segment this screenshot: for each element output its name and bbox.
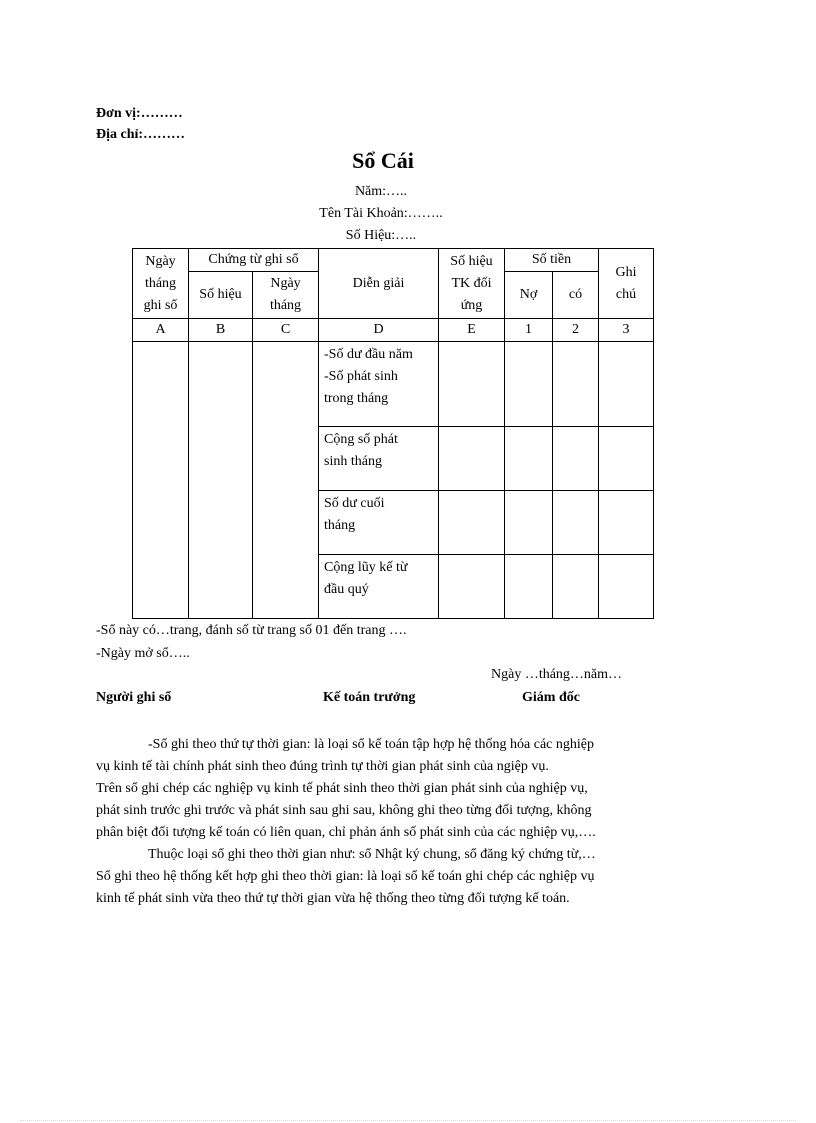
code-cell: D (319, 319, 439, 342)
table-cell (599, 491, 654, 555)
account-name-line: Tên Tài Khoản:…….. (319, 206, 443, 221)
page-bottom-border (20, 1120, 796, 1121)
table-cell (439, 491, 505, 555)
table-cell (553, 555, 599, 619)
col-debit-header: Nợ (505, 272, 553, 319)
voucher-date-column-body (253, 342, 319, 619)
account-number-line: Số Hiệu:….. (345, 228, 417, 243)
address-label: Địa chỉ:……… (96, 127, 186, 142)
page-title: Sổ Cái (352, 148, 414, 173)
paragraph-line: Thuộc loại sổ ghi theo thời gian như: sổ Nhật ký chung, sổ đăng ký chứng từ,… (148, 847, 596, 862)
table-cell (553, 491, 599, 555)
date-line: Ngày …tháng…năm… (491, 667, 623, 682)
description-line: -Số phát sinh (324, 369, 398, 384)
recorder-signature-label: Người ghi sổ (96, 690, 172, 705)
code-row (133, 319, 654, 342)
unit-label: Đơn vị:……… (96, 106, 183, 121)
description-cell (319, 491, 439, 555)
code-cell: A (133, 319, 189, 342)
description-line: đầu quý (324, 582, 369, 597)
col-voucher-header: Chứng từ ghi sổ (189, 249, 319, 272)
col-voucher-date-header (253, 272, 319, 319)
description-line: sinh tháng (324, 454, 382, 469)
description-line: trong tháng (324, 391, 389, 406)
table-cell (439, 555, 505, 619)
col-date-line3: ghi sổ (143, 297, 178, 313)
table-cell (553, 427, 599, 491)
code-cell: E (439, 319, 505, 342)
body-text (96, 734, 670, 910)
col-counter-line2: TK đối (451, 275, 492, 291)
col-date-header (133, 249, 189, 319)
open-date-note: -Ngày mở sổ….. (96, 646, 190, 661)
table-row (133, 342, 654, 427)
date-column-body (133, 342, 189, 619)
table-cell (553, 342, 599, 427)
description-line: tháng (324, 518, 356, 533)
paragraph-line: -Sổ ghi theo thứ tự thời gian: là loại sổ kế toán tập hợp hệ thống hóa các nghiệp (148, 737, 595, 752)
col-voucher-date-line1: Ngày (270, 276, 301, 291)
chief-accountant-signature-label: Kế toán trưởng (323, 690, 416, 705)
paragraph-line: Trên sổ ghi chép các nghiệp vụ kinh tế phát sinh theo thời gian phát sinh của nghiệp vụ, (96, 781, 588, 796)
description-line: Cộng số phát (324, 432, 398, 447)
code-cell: C (253, 319, 319, 342)
description-cell (319, 555, 439, 619)
ledger-table (132, 248, 654, 619)
table-cell (505, 555, 553, 619)
table-cell (505, 491, 553, 555)
table-cell (505, 427, 553, 491)
col-amount-header: Số tiền (505, 249, 599, 272)
col-description-header: Diễn giải (319, 249, 439, 319)
paragraph-line: vụ kinh tế tài chính phát sinh theo đúng trình tự thời gian phát sinh của ngiệp vụ. (96, 759, 549, 774)
paragraph-line: phân biệt đối tượng kế toán có liên quan, chỉ phản ánh số phát sinh của các nghiệp vụ,…. (96, 825, 596, 840)
table-cell (599, 427, 654, 491)
table-cell (599, 555, 654, 619)
table-cell (439, 342, 505, 427)
code-cell: 1 (505, 319, 553, 342)
col-counter-account-header (439, 249, 505, 319)
col-credit-header: có (553, 272, 599, 319)
table-cell (505, 342, 553, 427)
voucher-number-column-body (189, 342, 253, 619)
col-counter-line1: Số hiệu (450, 253, 493, 269)
paragraph-line: phát sinh trước ghi trước và phát sinh sau ghi sau, không ghi theo từng đối tượng, không (96, 803, 592, 818)
description-cell (319, 342, 439, 427)
description-cell (319, 427, 439, 491)
col-date-line1: Ngày (145, 253, 176, 269)
director-signature-label: Giám đốc (522, 690, 580, 705)
description-line: -Số dư đầu năm (324, 347, 413, 362)
col-note-line2: chú (615, 286, 637, 302)
code-cell: 2 (553, 319, 599, 342)
paragraph-line: kinh tế phát sinh vừa theo thứ tự thời gian vừa hệ thống theo từng đối tượng kế toán. (96, 891, 570, 906)
paragraph-line: Sổ ghi theo hệ thống kết hợp ghi theo thời gian: là loại sổ kế toán ghi chép các nghiệp vụ (96, 869, 595, 884)
code-cell: 3 (599, 319, 654, 342)
col-counter-line3: ứng (460, 297, 483, 313)
pages-note: -Sổ này có…trang, đánh số từ trang số 01 đến trang …. (96, 623, 407, 638)
code-cell: B (189, 319, 253, 342)
col-date-line2: tháng (144, 275, 177, 291)
description-line: Cộng lũy kế từ (324, 560, 408, 575)
col-voucher-number-header: Số hiệu (189, 272, 253, 319)
table-cell (599, 342, 654, 427)
year-line: Năm:….. (354, 184, 408, 199)
description-line: Số dư cuối (324, 496, 385, 511)
col-voucher-date-line2: tháng (269, 298, 302, 313)
table-cell (439, 427, 505, 491)
col-note-header (599, 249, 654, 319)
col-note-line1: Ghi (615, 264, 637, 280)
